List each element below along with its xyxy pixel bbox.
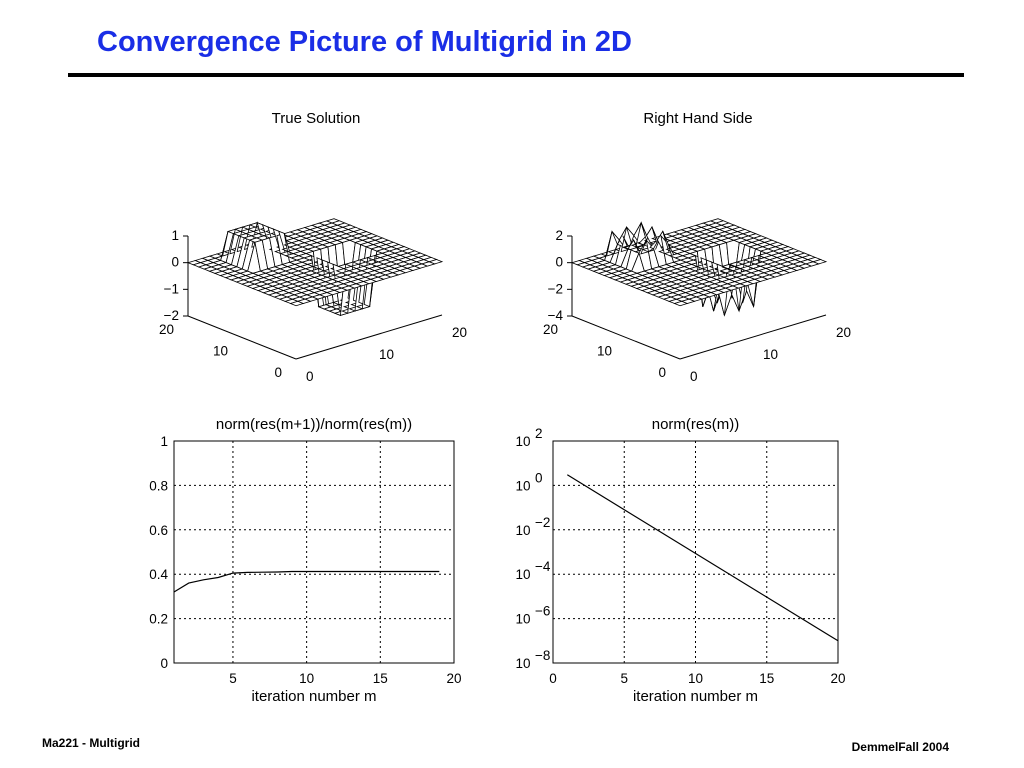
plot-title: norm(res(m)) bbox=[651, 416, 740, 433]
x-tick-label: 20 bbox=[836, 325, 852, 340]
footer-term: DemmelFall 2004 bbox=[851, 740, 949, 754]
slide-title: Convergence Picture of Multigrid in 2D bbox=[97, 26, 632, 58]
y-tick-exponent: 2 bbox=[535, 426, 543, 441]
y-axis bbox=[188, 316, 296, 359]
y-tick-label: 0.8 bbox=[149, 478, 168, 494]
y-tick-label: 0 bbox=[160, 656, 168, 671]
plot-title: norm(res(m+1))/norm(res(m)) bbox=[215, 416, 413, 433]
z-tick-label: −1 bbox=[163, 281, 179, 297]
y-tick-label: 1 bbox=[160, 434, 168, 449]
x-tick-label: 15 bbox=[759, 671, 775, 686]
x-tick-label: 0 bbox=[690, 369, 698, 384]
y-tick-label: 20 bbox=[158, 322, 174, 337]
line-plot-residual-norm bbox=[515, 416, 845, 705]
z-tick-label: 2 bbox=[555, 228, 563, 243]
x-tick-label: 0 bbox=[549, 671, 557, 686]
y-tick-label: 0 bbox=[274, 365, 282, 380]
y-tick-label: 0.2 bbox=[149, 611, 168, 627]
y-tick-base: 10 bbox=[515, 434, 531, 449]
x-tick-label: 20 bbox=[446, 671, 462, 686]
x-axis-label: iteration number m bbox=[251, 688, 377, 705]
x-tick-label: 20 bbox=[452, 325, 468, 340]
x-tick-label: 10 bbox=[763, 347, 779, 362]
y-tick-exponent: −4 bbox=[535, 559, 551, 575]
y-tick-base: 10 bbox=[515, 522, 531, 538]
line-plot-residual-ratio bbox=[149, 416, 461, 705]
y-axis bbox=[572, 316, 680, 359]
surface-plot-true-solution bbox=[159, 110, 467, 384]
y-tick-label: 0 bbox=[658, 365, 666, 380]
x-axis bbox=[680, 315, 826, 359]
z-tick-label: 0 bbox=[555, 254, 563, 270]
x-axis bbox=[296, 315, 442, 359]
z-tick-label: −2 bbox=[547, 281, 563, 297]
x-tick-label: 0 bbox=[306, 369, 314, 384]
y-tick-label: 10 bbox=[212, 343, 228, 359]
footer-course: Ma221 - Multigrid bbox=[42, 736, 141, 750]
plot-title: True Solution bbox=[271, 110, 361, 127]
plot-title: Right Hand Side bbox=[643, 110, 753, 127]
y-tick-exponent: −8 bbox=[535, 648, 551, 663]
x-tick-label: 5 bbox=[229, 671, 237, 686]
x-tick-label: 15 bbox=[372, 671, 388, 686]
y-tick-label: 10 bbox=[596, 343, 612, 359]
y-tick-exponent: −6 bbox=[535, 603, 551, 619]
z-tick-label: 0 bbox=[171, 254, 179, 270]
x-tick-label: 10 bbox=[379, 347, 395, 362]
x-tick-label: 20 bbox=[830, 671, 846, 686]
plot-frame bbox=[174, 441, 454, 663]
z-tick-label: −4 bbox=[547, 308, 563, 323]
y-tick-exponent: −2 bbox=[535, 514, 551, 530]
surface-plot-right-hand-side bbox=[543, 110, 851, 384]
y-tick-base: 10 bbox=[515, 567, 531, 583]
y-tick-label: 20 bbox=[542, 322, 558, 337]
x-tick-label: 5 bbox=[620, 671, 629, 686]
y-tick-exponent: 0 bbox=[535, 470, 543, 486]
z-tick-label: −2 bbox=[163, 308, 179, 323]
x-axis-label: iteration number m bbox=[632, 688, 759, 705]
y-tick-base: 10 bbox=[515, 611, 531, 627]
y-tick-label: 0.6 bbox=[149, 522, 168, 538]
z-tick-label: 1 bbox=[171, 228, 179, 243]
x-tick-label: 10 bbox=[687, 671, 704, 686]
x-tick-label: 10 bbox=[299, 671, 315, 686]
y-tick-base: 10 bbox=[515, 478, 531, 494]
y-tick-label: 0.4 bbox=[149, 567, 168, 583]
y-tick-base: 10 bbox=[515, 656, 531, 671]
